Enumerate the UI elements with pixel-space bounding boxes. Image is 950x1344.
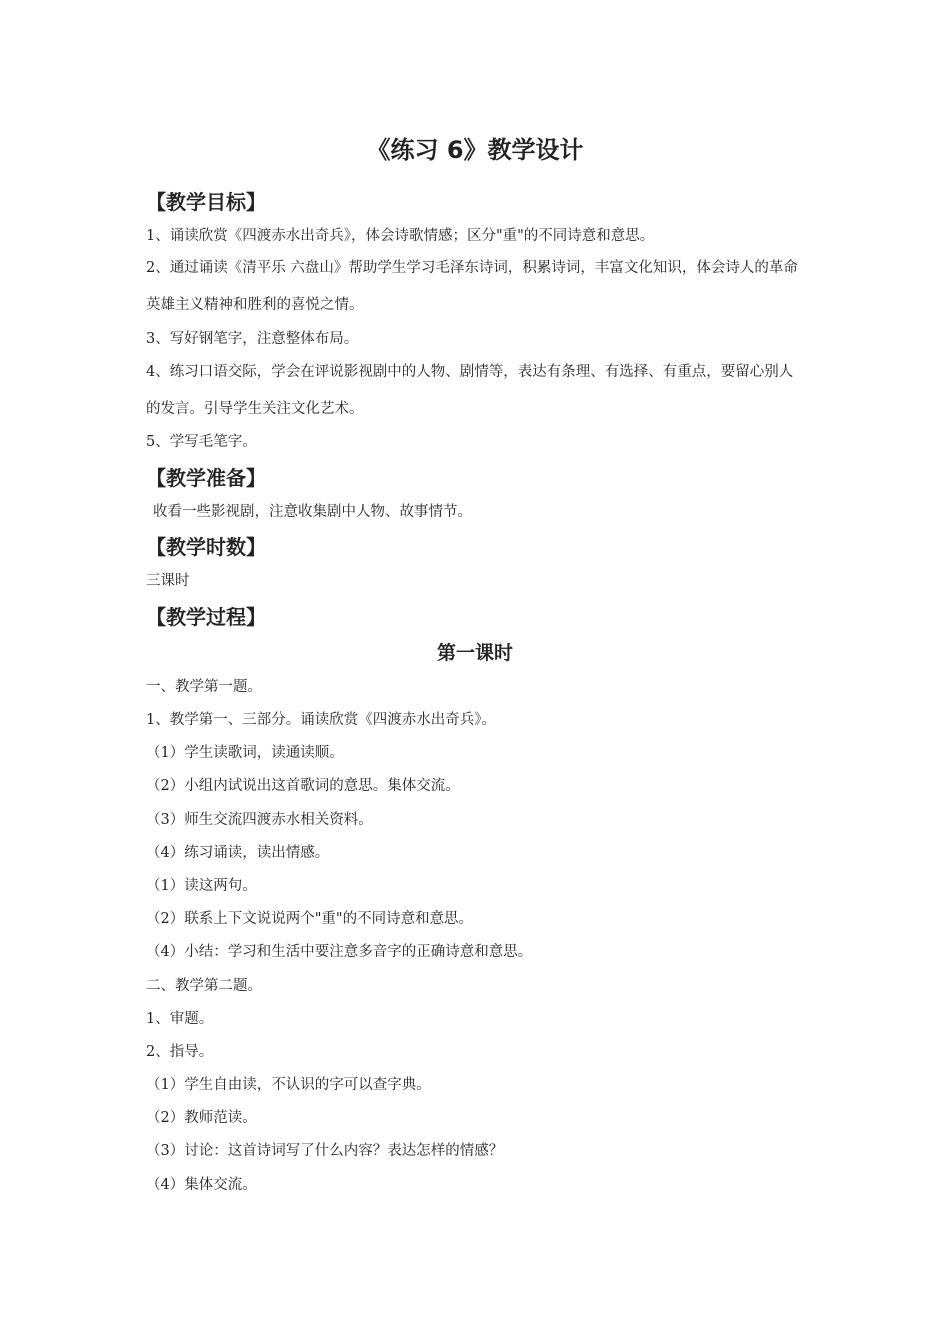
process-line: 二、教学第二题。 [146,978,262,994]
document-title: 《练习 6》教学设计 [366,136,584,164]
process-line: （2）教师范读。 [146,1110,257,1126]
goal-item-2: 2、通过诵读《清平乐 六盘山》帮助学生学习毛泽东诗词，积累诗词，丰富文化知识，体会诗人的革命英雄主义精神和胜利的喜悦之情。 [146,260,798,313]
goal-item-1: 1、诵读欣赏《四渡赤水出奇兵》，体会诗歌情感；区分"重"的不同诗意和意思。 [146,228,655,244]
process-line: （2）小组内试说出这首歌词的意思。集体交流。 [146,778,460,794]
process-line: （2）联系上下文说说两个"重"的不同诗意和意思。 [146,911,474,927]
process-line: 1、教学第一、三部分。诵读欣赏《四渡赤水出奇兵》。 [146,712,496,728]
heading-goals: 【教学目标】 [146,190,266,214]
process-line: 1、审题。 [146,1011,214,1027]
goal-item-5: 5、学写毛笔字。 [146,434,257,450]
process-line: （1）学生读歌词，读通读顺。 [146,745,344,761]
heading-process: 【教学过程】 [146,605,266,629]
heading-hours: 【教学时数】 [146,535,266,559]
process-line: （1）学生自由读，不认识的字可以查字典。 [146,1077,431,1093]
process-line: （4）练习诵读，读出情感。 [146,845,330,861]
prep-text: 收看一些影视剧，注意收集剧中人物、故事情节。 [153,504,472,520]
process-line: 2、指导。 [146,1044,214,1060]
process-line: （3）师生交流四渡赤水相关资料。 [146,812,373,828]
process-line: 一、教学第一题。 [146,679,262,695]
goal-item-3: 3、写好钢笔字，注意整体布局。 [146,331,359,347]
process-line: （1）读这两句。 [146,878,257,894]
lesson-title: 第一课时 [436,642,513,664]
process-line: （4）集体交流。 [146,1177,257,1193]
heading-prep: 【教学准备】 [146,466,266,490]
process-line: （4）小结：学习和生活中要注意多音字的正确诗意和意思。 [146,944,533,960]
hours-text: 三课时 [146,573,190,589]
process-line: （3）讨论：这首诗词写了什么内容？表达怎样的情感？ [146,1143,504,1159]
goal-item-4: 4、练习口语交际，学会在评说影视剧中的人物、剧情等，表达有条理、有选择、有重点，要留心别人的发言。引导学生关注文化艺术。 [146,364,794,417]
